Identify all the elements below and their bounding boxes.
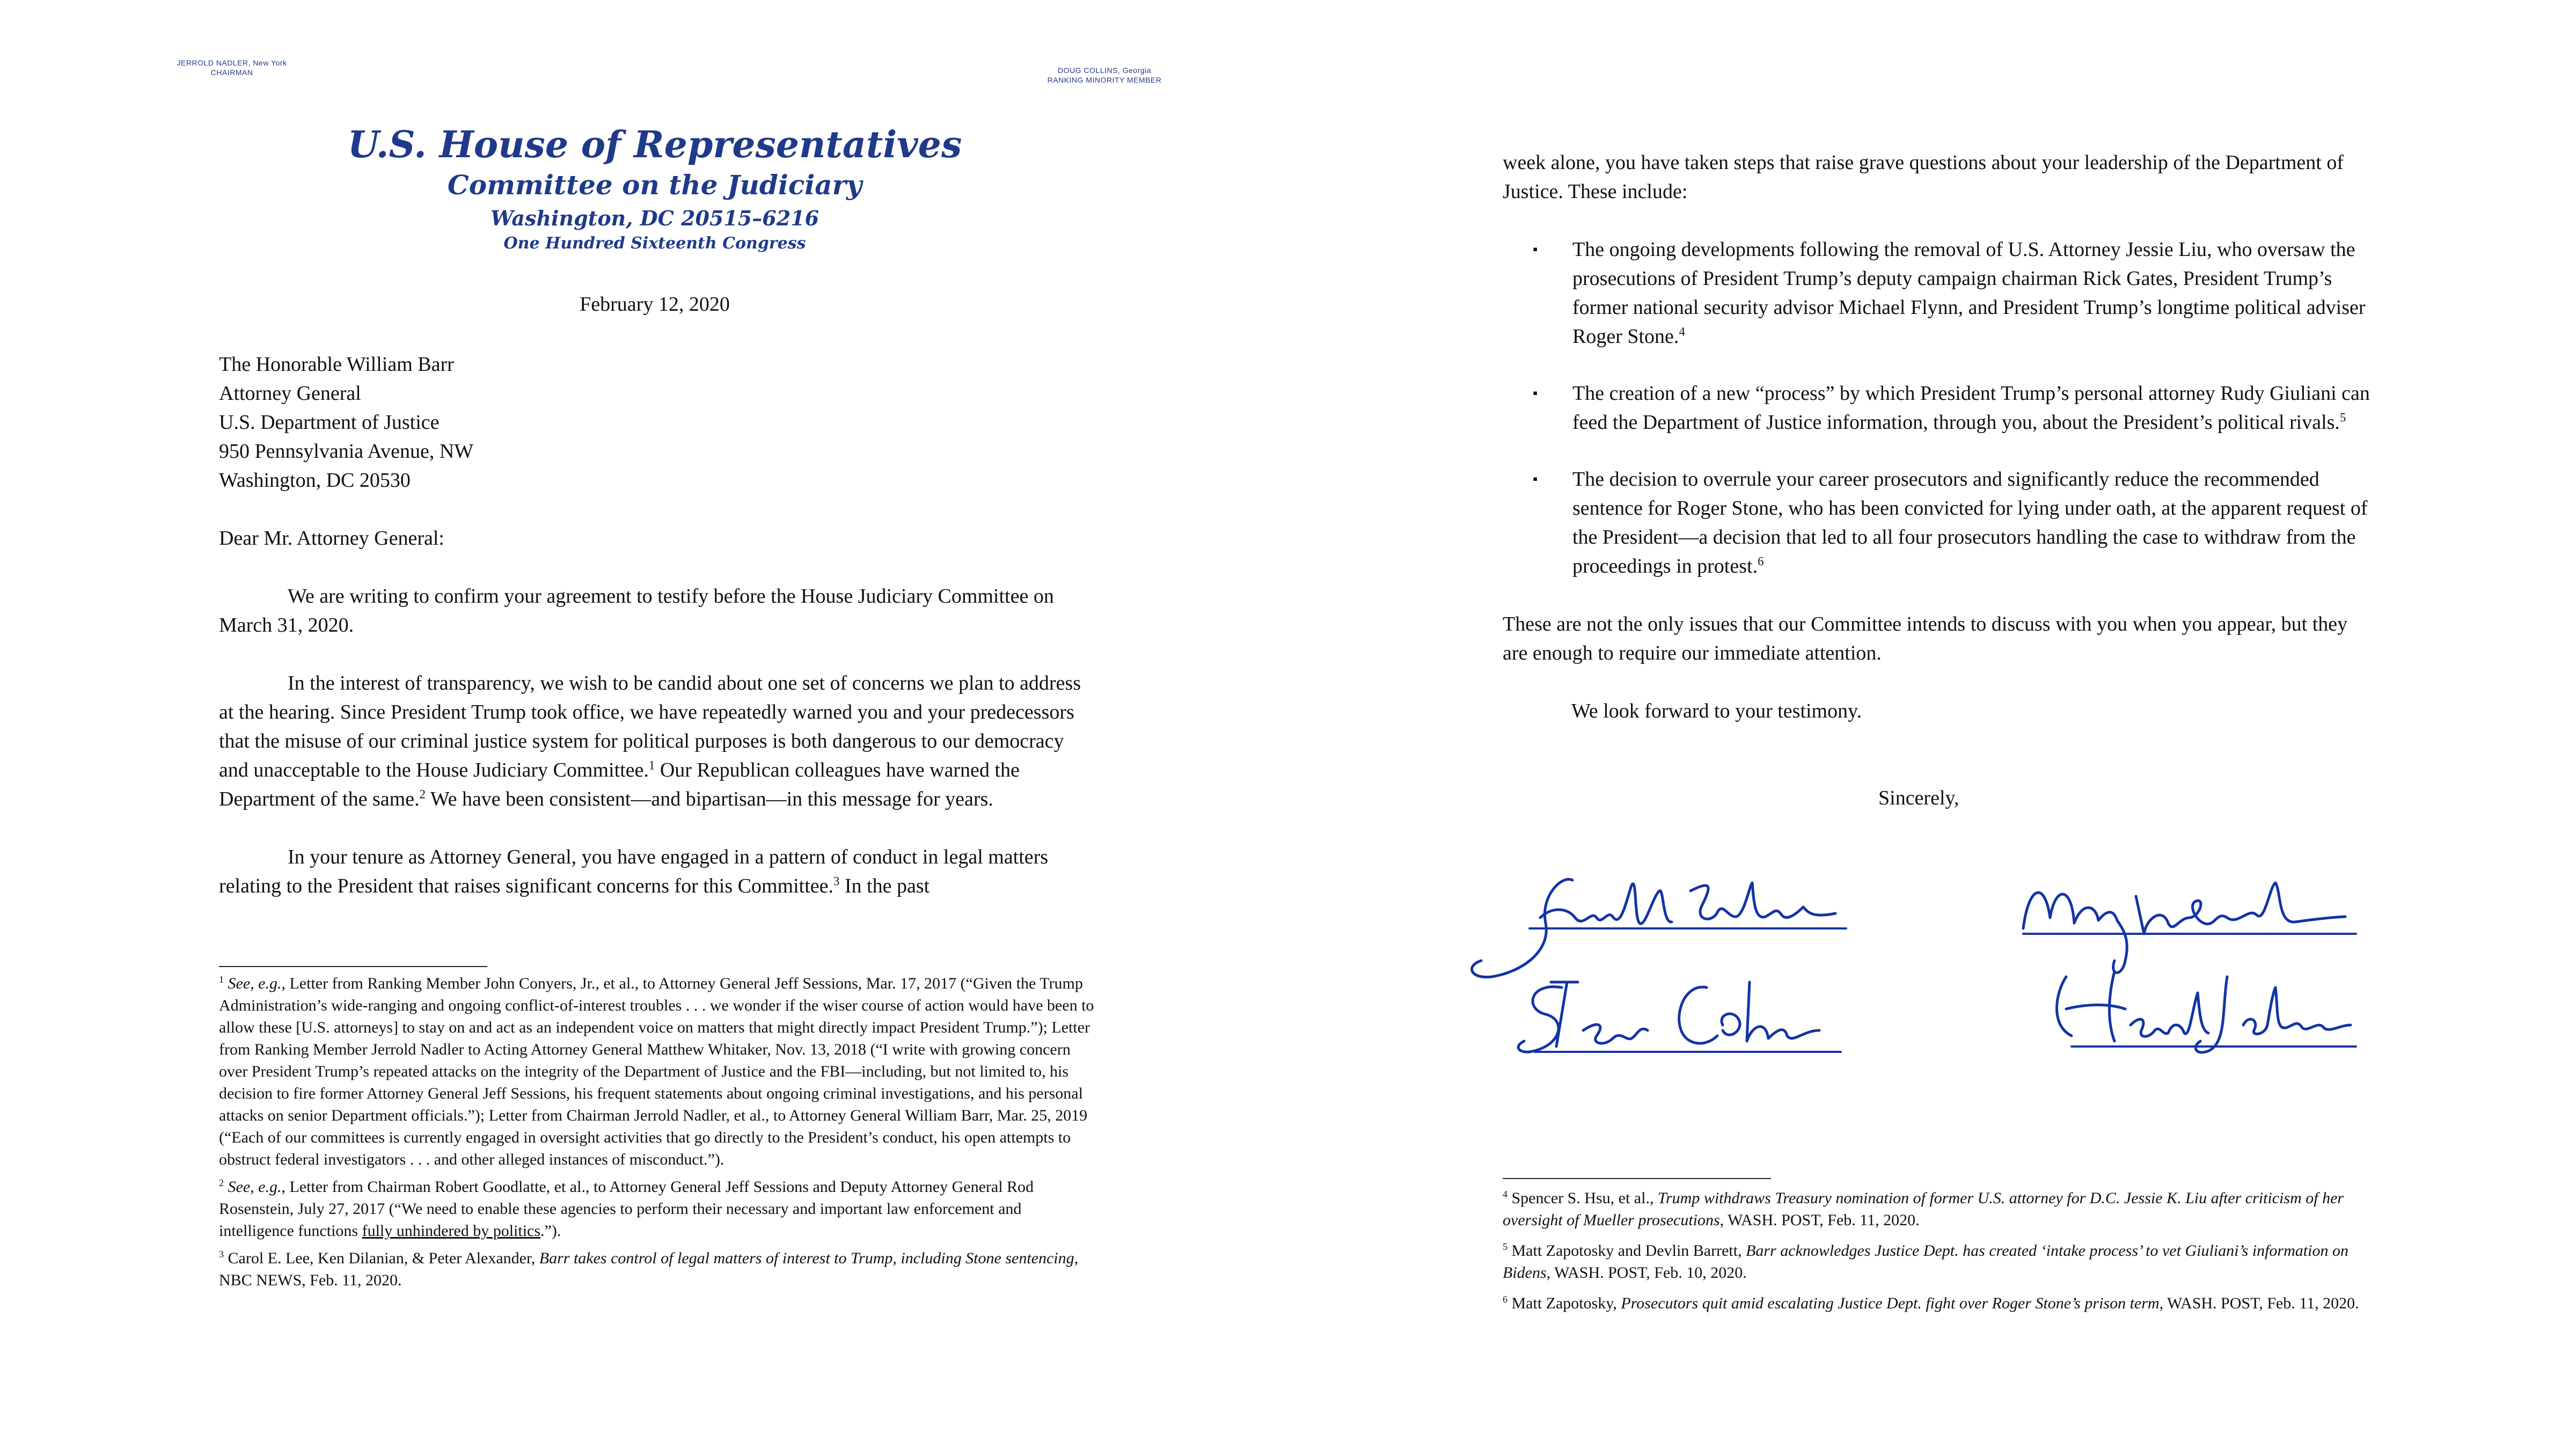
footnote-ref-2: 2 bbox=[419, 787, 426, 801]
footnote-ref-4: 4 bbox=[1679, 325, 1685, 339]
footnote-ref-5: 5 bbox=[2339, 411, 2346, 425]
closing-sincerely: Sincerely, bbox=[1878, 787, 1959, 809]
footnote-3: $^3$ Carol E. Lee, Ken Dilanian, & Peter Alexander, Barr takes control of legal matters of interest to Trump, including Stone sentencing, NBC NEWS, Feb. 11, 2020. bbox=[219, 1249, 1079, 1289]
ranking-member-name: DOUG COLLINS, Georgia bbox=[1058, 66, 1151, 75]
footnote-6: $^6$ Matt Zapotosky, Prosecutors quit amid escalating Justice Dept. fight over Roger Stone’s prison term, WASH. POST, Feb. 11, 2020. bbox=[1503, 1294, 2359, 1312]
footnote-1: $^1$ See, e.g., Letter from Ranking Member John Conyers, Jr., et al., to Attorney General Jeff Sessions, Mar. 17, 2017 (“Given the Trump Administration’s wide-ranging and ongoing conflict-of-interest troubles . . . we wonder if the wiser course of action would have been to allow these [U.S. attorneys] to stay on and act as an independent voice on matters that might directly impact President Trump.”); Letter from Ranking Member Jerrold Nadler to Acting Attorney General Matthew Whitaker, Nov. 13, 2018 (“I write with growing concern over President Trump’s repeated attacks on the integrity of the Department of Justice and the FBI—including, but not limited to, his decision to fire former Attorney General Jeff Sessions, his frequent statements about ongoing criminal investigations, and his personal attacks on senior Department officials.”); Letter from Chairman Jerrold Nadler, et al., to Attorney General William Barr, Mar. 25, 2019 (“Each of our committees is currently engaged in oversight activities that go directly to the President’s conduct, his open attempts to obstruct federal investigators . . . and other alleged instances of misconduct.”). bbox=[219, 974, 1094, 1168]
paragraph-transparency: In the interest of transparency, we wish to be candid about one set of concerns we plan to address at the hearing. Since President Trump took office, we have repeatedly warned you and your predecessors that the misuse of our criminal justice system for political purposes is both dangerous to our democracy and unacceptable to the House Judiciary Committee.$^1$ Our Republican colleagues have warned the Department of the same.$^2$ We have been consistent—and bipartisan—in this message for years. bbox=[219, 672, 1081, 810]
signature-johnson bbox=[2029, 945, 2383, 1073]
footnotes-page2 bbox=[1503, 1187, 2383, 1314]
footnote-divider bbox=[1503, 1178, 1771, 1179]
letterhead-congress: One Hundred Sixteenth Congress bbox=[503, 234, 806, 253]
paragraph-tenure: In your tenure as Attorney General, you have engaged in a pattern of conduct in legal matters relating to the President that raises significant concerns for this Committee.$^3$ In the past bbox=[219, 846, 1049, 897]
address-line: 950 Pennsylvania Avenue, NW bbox=[219, 440, 474, 463]
address-line: Washington, DC 20530 bbox=[219, 469, 411, 492]
salutation: Dear Mr. Attorney General: bbox=[219, 527, 444, 550]
letterhead-committee: Committee on the Judiciary bbox=[447, 169, 862, 201]
ranking-member-title: RANKING MINORITY MEMBER bbox=[1047, 76, 1162, 84]
address-line: The Honorable William Barr bbox=[219, 353, 454, 376]
footnote-ref-1: 1 bbox=[648, 758, 655, 772]
letterhead-house: U.S. House of Representatives bbox=[347, 123, 962, 166]
footnote-divider bbox=[219, 966, 487, 967]
chairman-title: CHAIRMAN bbox=[210, 68, 253, 77]
chairman-block bbox=[146, 58, 318, 77]
address-line: U.S. Department of Justice bbox=[219, 411, 440, 434]
letterhead bbox=[322, 122, 987, 255]
inside-address bbox=[219, 350, 863, 495]
letter-body-page1 bbox=[219, 582, 1095, 901]
signature-cohen bbox=[1497, 950, 1862, 1079]
paragraph-closing: These are not the only issues that our Committee intends to discuss with you when you appear, but they are enough to require our immediate attention. bbox=[1503, 613, 2348, 664]
footnote-ref-6: 6 bbox=[1758, 554, 1764, 568]
letterhead-address: Washington, DC 20515–6216 bbox=[490, 206, 819, 230]
footnote-ref-3: 3 bbox=[833, 874, 840, 888]
ranking-member-block bbox=[1013, 65, 1196, 85]
footnote-4: $^4$ Spencer S. Hsu, et al., Trump withdraws Treasury nomination of former U.S. attorney for D.C. Jessie K. Liu after criticism of her oversight of Mueller prosecutions, WASH. POST, Feb. 11, 2020. bbox=[1503, 1189, 2344, 1229]
letter-body-page2 bbox=[1503, 148, 2372, 726]
concern-item-giuliani-process: ▪ The creation of a new “process” by which President Trump’s personal attorney Rudy Giuliani can feed the Department of Justice information, through you, about the President’s political rivals.$^5$ bbox=[1503, 379, 2372, 437]
concern-item-roger-stone: ▪ The decision to overrule your career prosecutors and significantly reduce the recommended sentence for Roger Stone, who has been convicted for lying under oath, at the apparent request of the President—a decision that led to all four prosecutors handling the case to withdraw from the proceedings in protest.$^6$ bbox=[1503, 465, 2372, 581]
address-line: Attorney General bbox=[219, 382, 361, 405]
paragraph-week-alone: week alone, you have taken steps that raise grave questions about your leadership of the Department of Justice. These include: bbox=[1503, 151, 2344, 203]
footnote-2: $^2$ See, e.g., Letter from Chairman Robert Goodlatte, et al., to Attorney General Jeff Sessions and Deputy Attorney General Rod Rosenstein, July 27, 2017 (“We need to enable these agencies to perform their necessary and important law enforcement and intelligence functions fully unhindered by politics.”). bbox=[219, 1177, 1034, 1240]
letter-date: February 12, 2020 bbox=[580, 293, 730, 316]
paragraph-look-forward: We look forward to your testimony. bbox=[1571, 700, 1862, 722]
footnotes-page1 bbox=[219, 972, 1095, 1291]
footnote-5: $^5$ Matt Zapotosky and Devlin Barrett, Barr acknowledges Justice Dept. has created ‘intake process’ to vet Giuliani’s information on Bidens, WASH. POST, Feb. 10, 2020. bbox=[1503, 1241, 2348, 1282]
paragraph-confirm-testimony: We are writing to confirm your agreement to testify before the House Judiciary Committee on March 31, 2020. bbox=[219, 585, 1054, 636]
concern-item-jessie-liu: ▪ The ongoing developments following the removal of U.S. Attorney Jessie Liu, who oversaw the prosecutions of President Trump’s deputy campaign chairman Rick Gates, President Trump’s former national security advisor Michael Flynn, and President Trump’s longtime political adviser Roger Stone.$^4$ bbox=[1503, 235, 2372, 351]
concerns-list bbox=[1503, 235, 2372, 581]
chairman-name: JERROLD NADLER, New York bbox=[177, 58, 287, 67]
letter-page-2 bbox=[1288, 0, 2576, 1449]
